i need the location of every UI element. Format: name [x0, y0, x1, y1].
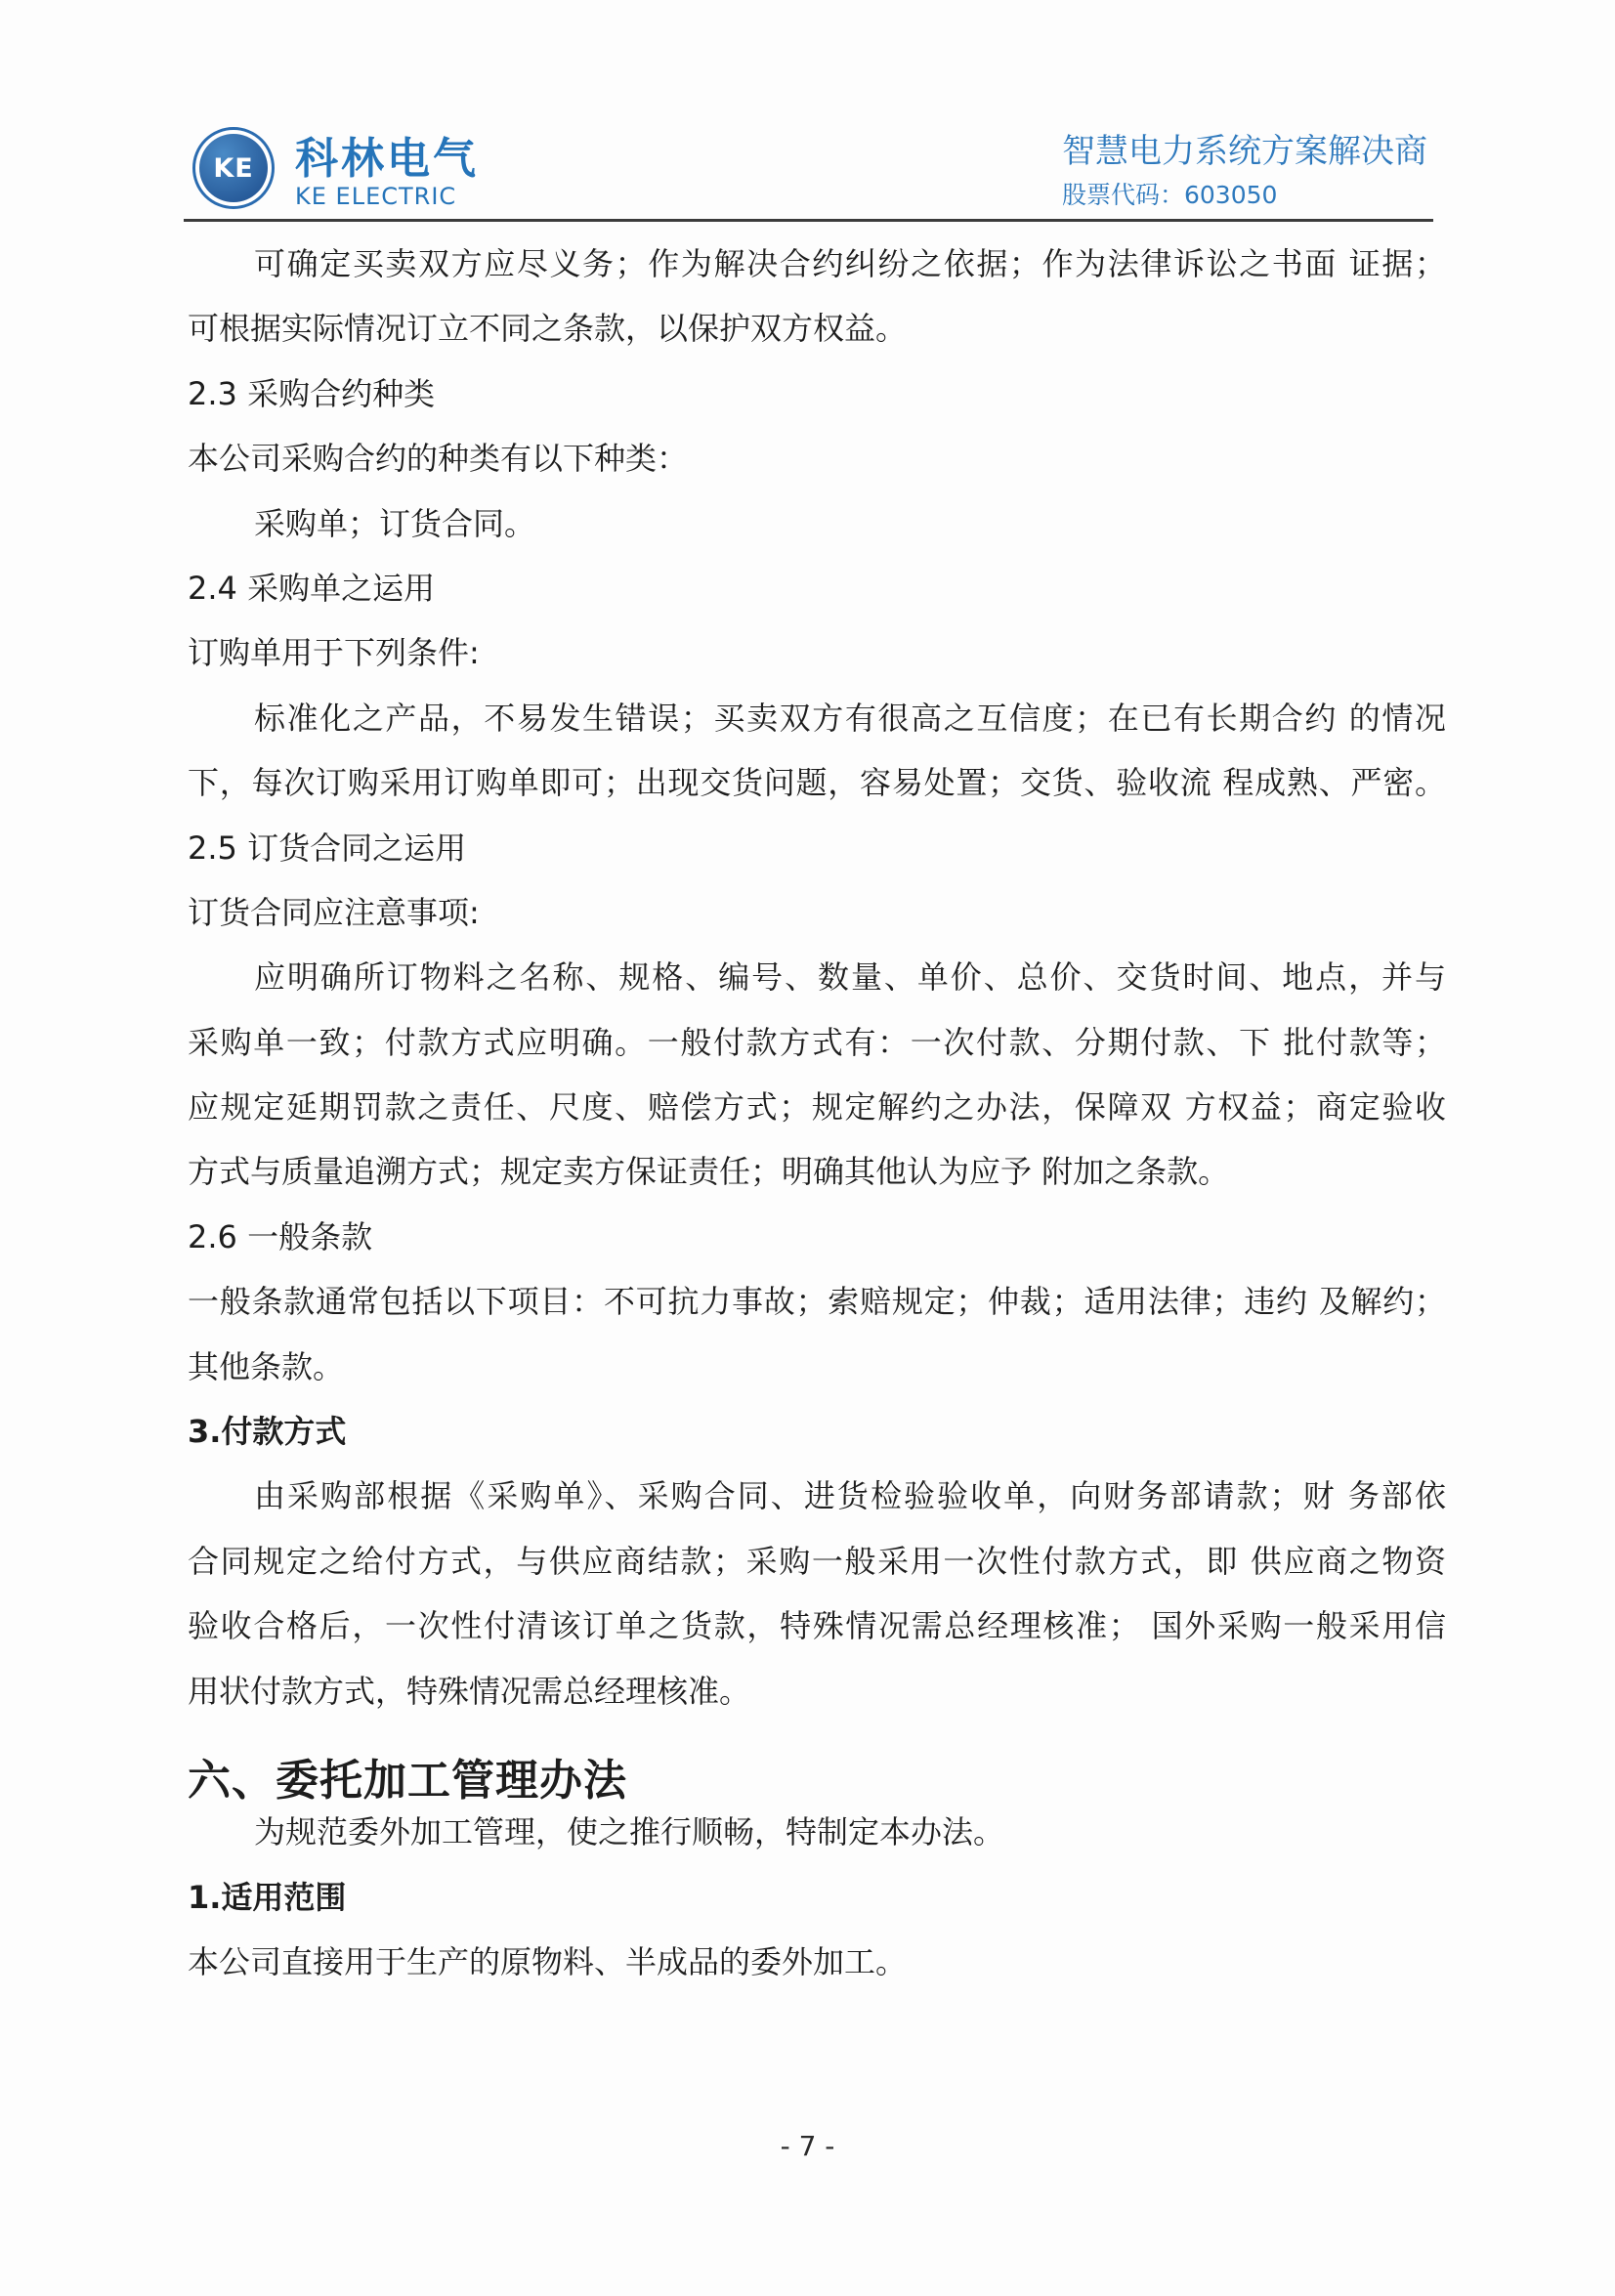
heading-3-payment: 3.付款方式 — [188, 1413, 347, 1451]
heading-1-scope: 1.适用范围 — [188, 1878, 347, 1916]
stock-code: 股票代码：603050 — [1062, 181, 1278, 209]
company-tagline: 智慧电力系统方案解决商 — [1062, 132, 1427, 171]
document-body — [188, 232, 1446, 1995]
page-number: - 7 - — [780, 2130, 835, 2162]
section-heading-6: 六、委托加工管理办法 — [188, 1755, 627, 1806]
paragraph-line: 一般条款通常包括以下项目：不可抗力事故；索赔规定；仲裁；适用法律；违约 及解约； — [188, 1283, 1446, 1321]
ke-logo-disc — [199, 134, 268, 202]
heading-2-5: 2.5 订货合同之运用 — [188, 829, 467, 867]
brand-name-en: KE ELECTRIC — [295, 183, 457, 210]
paragraph-line: 为规范委外加工管理，使之推行顺畅，特制定本办法。 — [254, 1813, 1005, 1851]
paragraph-line: 其他条款。 — [188, 1347, 345, 1385]
header-divider — [184, 219, 1433, 222]
heading-2-6: 2.6 一般条款 — [188, 1217, 373, 1255]
heading-2-3: 2.3 采购合约种类 — [188, 374, 436, 412]
header-right-block — [1062, 133, 1472, 208]
paragraph-line: 验收合格后，一次性付清该订单之货款，特殊情况需总经理核准； 国外采购一般采用信 — [188, 1607, 1446, 1645]
paragraph-line: 采购单一致；付款方式应明确。一般付款方式有：一次付款、分期付款、下 批付款等； — [188, 1023, 1446, 1061]
paragraph-line: 方式与质量追溯方式；规定卖方保证责任；明确其他认为应予 附加之条款。 — [188, 1153, 1230, 1191]
paragraph-line: 用状付款方式，特殊情况需总经理核准。 — [188, 1672, 751, 1710]
paragraph-line: 本公司直接用于生产的原物料、半成品的委外加工。 — [188, 1943, 908, 1981]
paragraph-line: 合同规定之给付方式，与供应商结款；采购一般采用一次性付款方式，即 供应商之物资 — [188, 1542, 1446, 1580]
paragraph-line: 本公司采购合约的种类有以下种类： — [188, 440, 689, 478]
heading-2-4: 2.4 采购单之运用 — [188, 569, 436, 607]
brand-block — [295, 134, 479, 210]
paragraph-line: 订货合同应注意事项: — [188, 893, 480, 931]
paragraph-line: 可确定买卖双方应尽义务；作为解决合约纠纷之依据；作为法律诉讼之书面 证据； — [254, 245, 1446, 282]
paragraph-line: 可根据实际情况订立不同之条款，以保护双方权益。 — [188, 310, 908, 348]
paragraph-line: 下，每次订购采用订购单即可；出现交货问题，容易处置；交货、验收流 程成熟、严密。 — [188, 764, 1446, 802]
logo-monogram: KE — [213, 152, 254, 184]
paragraph-line: 由采购部根据《采购单》、采购合同、进货检验验收单，向财务部请款；财 务部依 — [254, 1477, 1446, 1515]
paragraph-line: 标准化之产品，不易发生错误；买卖双方有很高之互信度；在已有长期合约 的情况 — [254, 699, 1446, 737]
paragraph-line: 订购单用于下列条件: — [188, 634, 480, 672]
brand-name-cn: 科林电气 — [295, 134, 479, 184]
paragraph-line: 应规定延期罚款之责任、尺度、赔偿方式；规定解约之办法，保障双 方权益；商定验收 — [188, 1088, 1446, 1127]
paragraph-line: 应明确所订物料之名称、规格、编号、数量、单价、总价、交货时间、地点，并与 — [254, 958, 1446, 997]
paragraph-line: 采购单；订货合同。 — [254, 504, 536, 542]
ke-logo-icon — [192, 127, 275, 209]
